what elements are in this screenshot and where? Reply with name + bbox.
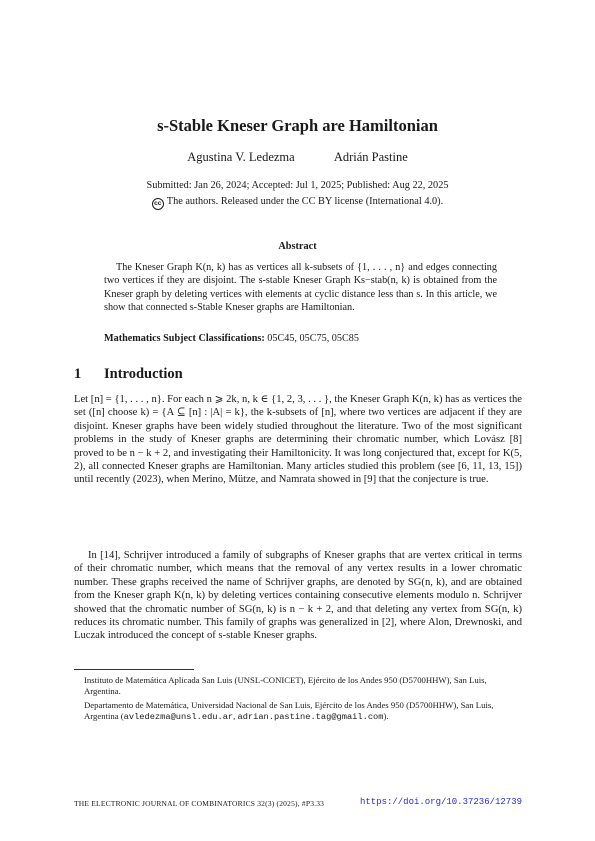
author-1: Agustina V. Ledezma	[187, 150, 295, 164]
email-link-2[interactable]: adrian.pastine.tag@gmail.com	[237, 712, 384, 723]
abstract-heading: Abstract	[278, 241, 317, 252]
intro-paragraph-2: In [14], Schrijver introduced a family of subgraphs of Kneser graphs that are vertex critical in terms of their chromatic number, which means that the removal of any vertex results in a lower chromatic number. These graphs received the name of Schrijver graphs, are denoted by SG(n, k), and are obtained from the Kneser graph K(n, k) by deleting vertices containing consecutive elements modulo n. Schrijver showed that the chromatic number of SG(n, k) is n − k + 2, and that deleting any vertex from SG(n, k) reduces its chromatic number. This family of graphs was generalized in [2], where Alon, Drewnoski, and Luczak introduced the concept of s-stable Kneser graphs.	[74, 550, 522, 642]
msc-line	[104, 333, 497, 344]
footnote-affiliation-1: Instituto de Matemática Aplicada San Luis (UNSL-CONICET), Ejército de los Andes 950 (D5700HHW), San Luis, Argentina.	[84, 675, 487, 697]
affiliation-2-close: ).	[383, 711, 389, 722]
publication-dates: Submitted: Jan 26, 2024; Accepted: Jul 1, 2025; Published: Aug 22, 2025	[146, 180, 449, 191]
doi-link[interactable]: https://doi.org/10.37236/12739	[359, 797, 522, 807]
msc-label: Mathematics Subject Classifications:	[104, 333, 265, 344]
paper-title: s-Stable Kneser Graph are Hamiltonian	[157, 116, 438, 135]
msc-codes: 05C45, 05C75, 05C85	[267, 333, 359, 344]
intro-paragraph-1: Let [n] = {1, . . . , n}. For each n ⩾ 2k, n, k ∈ {1, 2, 3, . . . }, the Kneser Graph K(n, k) has as vertices the set ([n] choose k) = {A ⊆ [n] : |A| = k}, the k-subsets of [n], where two vertices are adjacent if they are disjoint. Kneser graphs have been widely studied throughout the literature. Two of the most significant problems in the study of Kneser graphs are determining their chromatic number, which Lovász [8] proved to be n − k + 2, and investigating their Hamiltonicity. It was long conjectured that, except for K(5, 2), all connected Kneser graphs are Hamiltonian. Many articles studied this problem (see [6, 11, 13, 15]) until recently (2023), when Merino, Mütze, and Namrata showed in [9] that the conjecture is true.	[74, 394, 522, 486]
author-2: Adrián Pastine	[333, 150, 408, 164]
author-list	[0, 150, 595, 165]
section-heading	[74, 366, 183, 383]
abstract-text: The Kneser Graph K(n, k) has as vertices all k-subsets of {1, . . . , n} and edges connecting two vertices if they are disjoint. The s-stable Kneser Graph Ks−stab(n, k) is obtained from the Kneser graph by deleting vertices with elements at cyclic distance less than s. In this article, we show that connected s-Stable Kneser graphs are Hamiltonian.	[104, 262, 497, 313]
cc-license-icon: cc	[152, 198, 164, 210]
journal-footer: THE ELECTRONIC JOURNAL OF COMBINATORICS 32(3) (2025), #P3.33	[74, 799, 325, 808]
footnote-rule	[74, 669, 194, 670]
footnote-affiliation-2	[84, 700, 522, 724]
section-title: Introduction	[104, 366, 183, 382]
email-separator: ,	[233, 711, 238, 722]
license-text: The authors. Released under the CC BY license (International 4.0).	[166, 196, 444, 207]
section-number: 1	[74, 366, 82, 382]
email-link-1[interactable]: avledezma@unsl.edu.ar	[123, 712, 234, 723]
affiliation-2-text: Departamento de Matemática, Universidad Nacional de San Luis, Ejército de los Andes 950 (D5700HHW), San Luis, Argentina (	[84, 700, 494, 722]
license-line	[0, 196, 595, 210]
